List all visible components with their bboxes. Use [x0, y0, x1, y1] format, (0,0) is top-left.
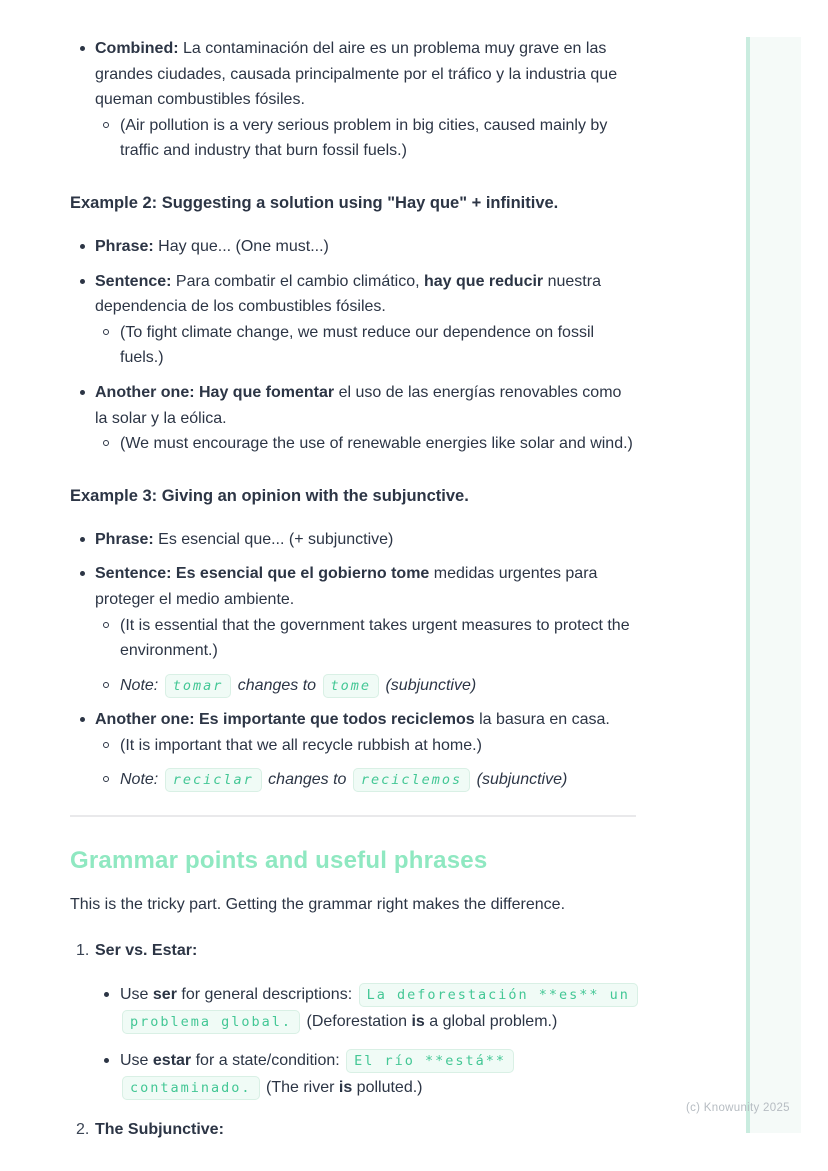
example3-heading: Example 3: Giving an opinion with the subjunctive.	[70, 486, 469, 505]
another-one-bold: Another one: Hay que fomentar	[95, 383, 335, 401]
sentence-translation: (It is essential that the government takes urgent measures to protect the environment.)	[120, 616, 630, 660]
sentence-text: medidas urgentes para proteger el medio ambiente.	[95, 565, 598, 608]
phrase-text: Es esencial que... (+ subjunctive)	[153, 530, 394, 548]
sentence-label: Sentence:	[95, 272, 172, 290]
use-ser-text2: for general descriptions:	[176, 986, 357, 1004]
another-one-text: la basura en casa.	[474, 711, 610, 729]
note-label: Note:	[120, 676, 163, 694]
use-ser-translation1: (Deforestation	[302, 1013, 412, 1031]
list-item-note	[95, 673, 636, 699]
sentence-bold-phrase: hay que reducir	[424, 272, 544, 290]
list-item-sentence	[70, 561, 636, 698]
item-title: The Subjunctive:	[95, 1121, 224, 1139]
combined-text: La contaminación del aire es un problema muy grave en las grandes ciudades, causada principalmente por el tráfico y la industria que queman combustibles fósiles.	[95, 40, 618, 109]
numbered-item-ser-vs-estar	[70, 938, 636, 1102]
phrase-text: Hay que... (One must...)	[153, 237, 329, 255]
note-mid: changes to	[233, 676, 321, 694]
use-ser-translation2: a global problem.)	[424, 1013, 558, 1031]
list-item-translation	[95, 733, 636, 759]
example3-bullet-list	[70, 527, 636, 793]
sentence-text-rest: nuestra dependencia de los combustibles fósiles.	[95, 272, 601, 316]
use-estar-translation2: polluted.)	[352, 1079, 423, 1097]
list-item-translation	[95, 113, 636, 164]
use-ser-text: Use	[120, 986, 153, 1004]
combined-sublist	[95, 113, 636, 164]
code-chip-tome: tome	[323, 674, 380, 698]
code-chip-deforestacion: La deforestación **es** un problema global.	[122, 983, 638, 1034]
section-divider	[70, 815, 636, 817]
sentence-text: Para combatir el cambio climático,	[171, 272, 424, 290]
another-one-text: el uso de las energías renovables como la solar y la eólica.	[95, 383, 622, 427]
use-estar-text2: for a state/condition:	[191, 1052, 345, 1070]
ser-estar-bullet-list	[95, 981, 636, 1101]
item-number: 2.	[76, 1121, 90, 1139]
use-estar-translation-bold: is	[338, 1079, 353, 1097]
another-one-bold: Another one: Es importante que todos reciclemos	[95, 711, 475, 729]
example2-bullet-list	[70, 234, 636, 457]
page-edge-highlight-band	[746, 37, 801, 1133]
item-number: 1.	[76, 941, 90, 959]
list-item-combined	[70, 36, 636, 164]
list-item-translation	[95, 613, 636, 664]
use-ser-translation-bold: is	[411, 1013, 425, 1031]
list-item-use-ser	[95, 981, 636, 1035]
code-chip-tomar: tomar	[165, 674, 232, 698]
use-estar-translation1: (The river	[261, 1079, 339, 1097]
code-chip-reciclar: reciclar	[165, 768, 262, 792]
use-ser-bold: ser	[152, 986, 177, 1004]
list-item-note	[95, 767, 636, 793]
grammar-intro-text: This is the tricky part. Getting the grammar right makes the difference.	[70, 896, 566, 914]
list-item-phrase	[70, 234, 636, 260]
combined-label: Combined:	[95, 40, 179, 57]
list-item-phrase	[70, 527, 636, 553]
use-estar-text: Use	[120, 1052, 153, 1070]
use-estar-bold: estar	[152, 1052, 192, 1070]
list-item-sentence	[70, 269, 636, 371]
list-item-translation	[95, 320, 636, 371]
numbered-item-subjunctive	[70, 1117, 636, 1143]
list-item-another-one	[70, 707, 636, 793]
note-end: (subjunctive)	[472, 771, 568, 789]
list-item-translation	[95, 431, 636, 457]
sentence-bold-phrase: Sentence: Es esencial que el gobierno tome	[95, 565, 430, 583]
code-chip-rio: El río **está** contaminado.	[122, 1049, 514, 1100]
list-item-use-estar	[95, 1047, 636, 1101]
phrase-label: Phrase:	[95, 530, 154, 548]
note-label: Note:	[120, 771, 163, 789]
combined-bullet-list	[70, 36, 636, 164]
combined-translation: (Air pollution is a very serious problem in big cities, caused mainly by traffic and industry that burn fossil fuels.)	[120, 116, 608, 160]
example2-heading: Example 2: Suggesting a solution using "Hay que" + infinitive.	[70, 193, 559, 212]
note-end: (subjunctive)	[381, 676, 477, 694]
grammar-section-heading: Grammar points and useful phrases	[70, 847, 488, 875]
another-one-translation: (It is important that we all recycle rubbish at home.)	[120, 736, 482, 754]
copyright-watermark: (c) Knowunity 2025	[686, 1102, 790, 1114]
note-mid: changes to	[263, 771, 351, 789]
item-title: Ser vs. Estar:	[95, 941, 198, 959]
another-one-translation: (We must encourage the use of renewable energies like solar and wind.)	[120, 435, 633, 453]
list-item-another-one	[70, 380, 636, 457]
code-chip-reciclemos: reciclemos	[353, 768, 470, 792]
document-content	[70, 36, 636, 1159]
phrase-label: Phrase:	[95, 237, 154, 255]
sentence-translation: (To fight climate change, we must reduce our dependence on fossil fuels.)	[120, 323, 595, 367]
